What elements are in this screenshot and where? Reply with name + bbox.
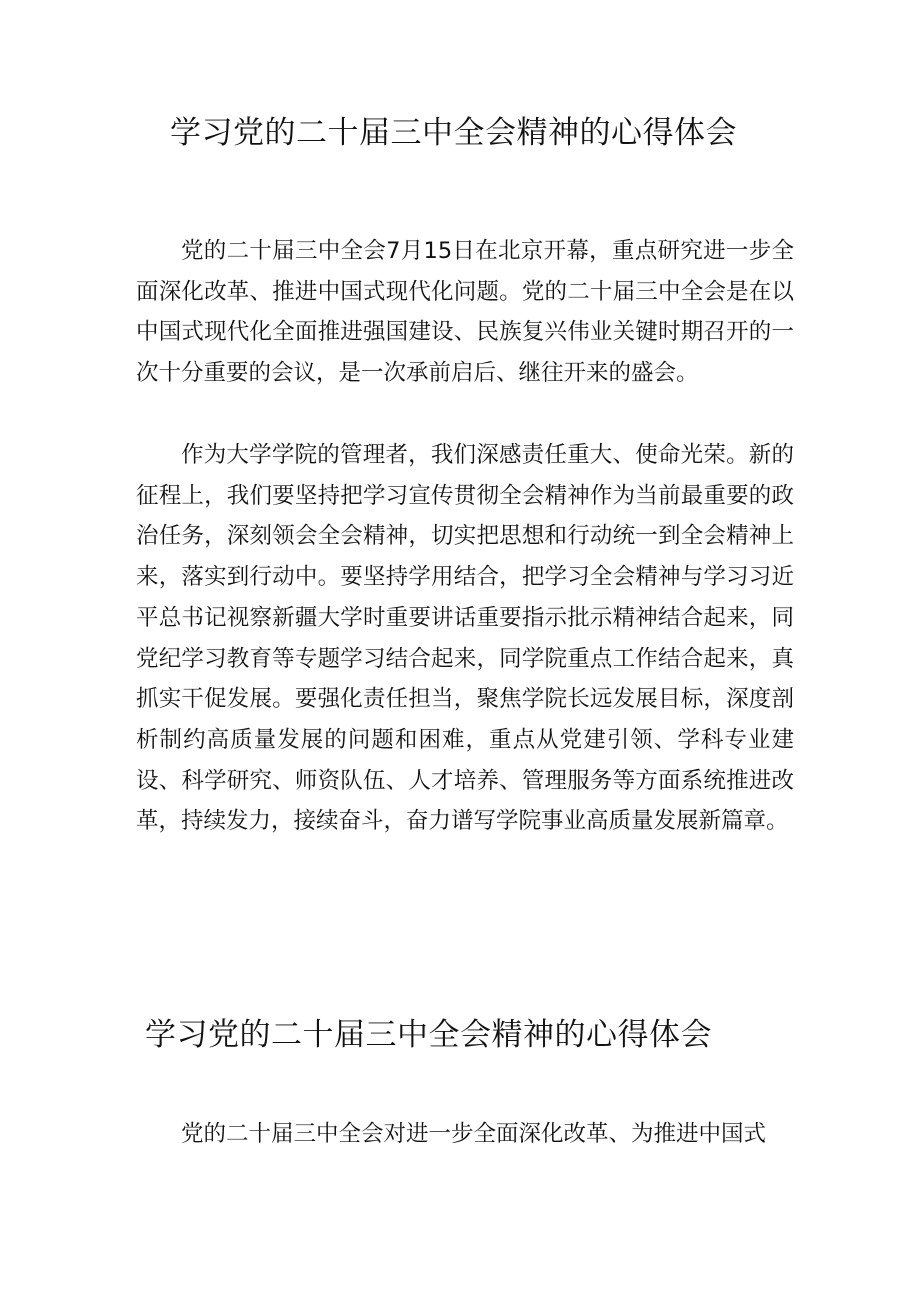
article-2-paragraph-1: 党的二十届三中全会对进一步全面深化改革、为推进中国式 (181, 1121, 767, 1147)
article-2-title: 学习党的二十届三中全会精神的心得体会 (145, 1017, 712, 1053)
article-1-paragraph-2: 作为大学学院的管理者，我们深感责任重大、使命光荣。新的征程上，我们要坚持把学习宣传贯彻全会精神作为当前最重要的政治任务，深刻领会全会精神，切实把思想和行动统一到全会精神上来，落实到行动中。要坚持学用结合，把学习全会精神与学习习近平总书记视察新疆大学时重要讲话重要指示批示精神结合起来，同党纪学习教育等专题学习结合起来，同学院重点工作结合起来，真抓实干促发展。要强化责任担当，聚焦学院长远发展目标，深度剖析制约高质量发展的问题和困难，重点从党建引领、学科专业建设、科学研究、师资队伍、人才培养、管理服务等方面系统推进改革，持续发力，接续奋斗，奋力谱写学院事业高质量发展新篇章。 (136, 442, 794, 835)
article-1-paragraph-1: 党的二十届三中全会7月15日在北京开幕，重点研究进一步全面深化改革、推进中国式现代化问题。党的二十届三中全会是在以中国式现代化全面推进强国建设、民族复兴伟业关键时期召开的一次十分重要的会议，是一次承前启后、继往开来的盛会。 (136, 238, 794, 387)
article-1-title: 学习党的二十届三中全会精神的心得体会 (170, 115, 737, 151)
